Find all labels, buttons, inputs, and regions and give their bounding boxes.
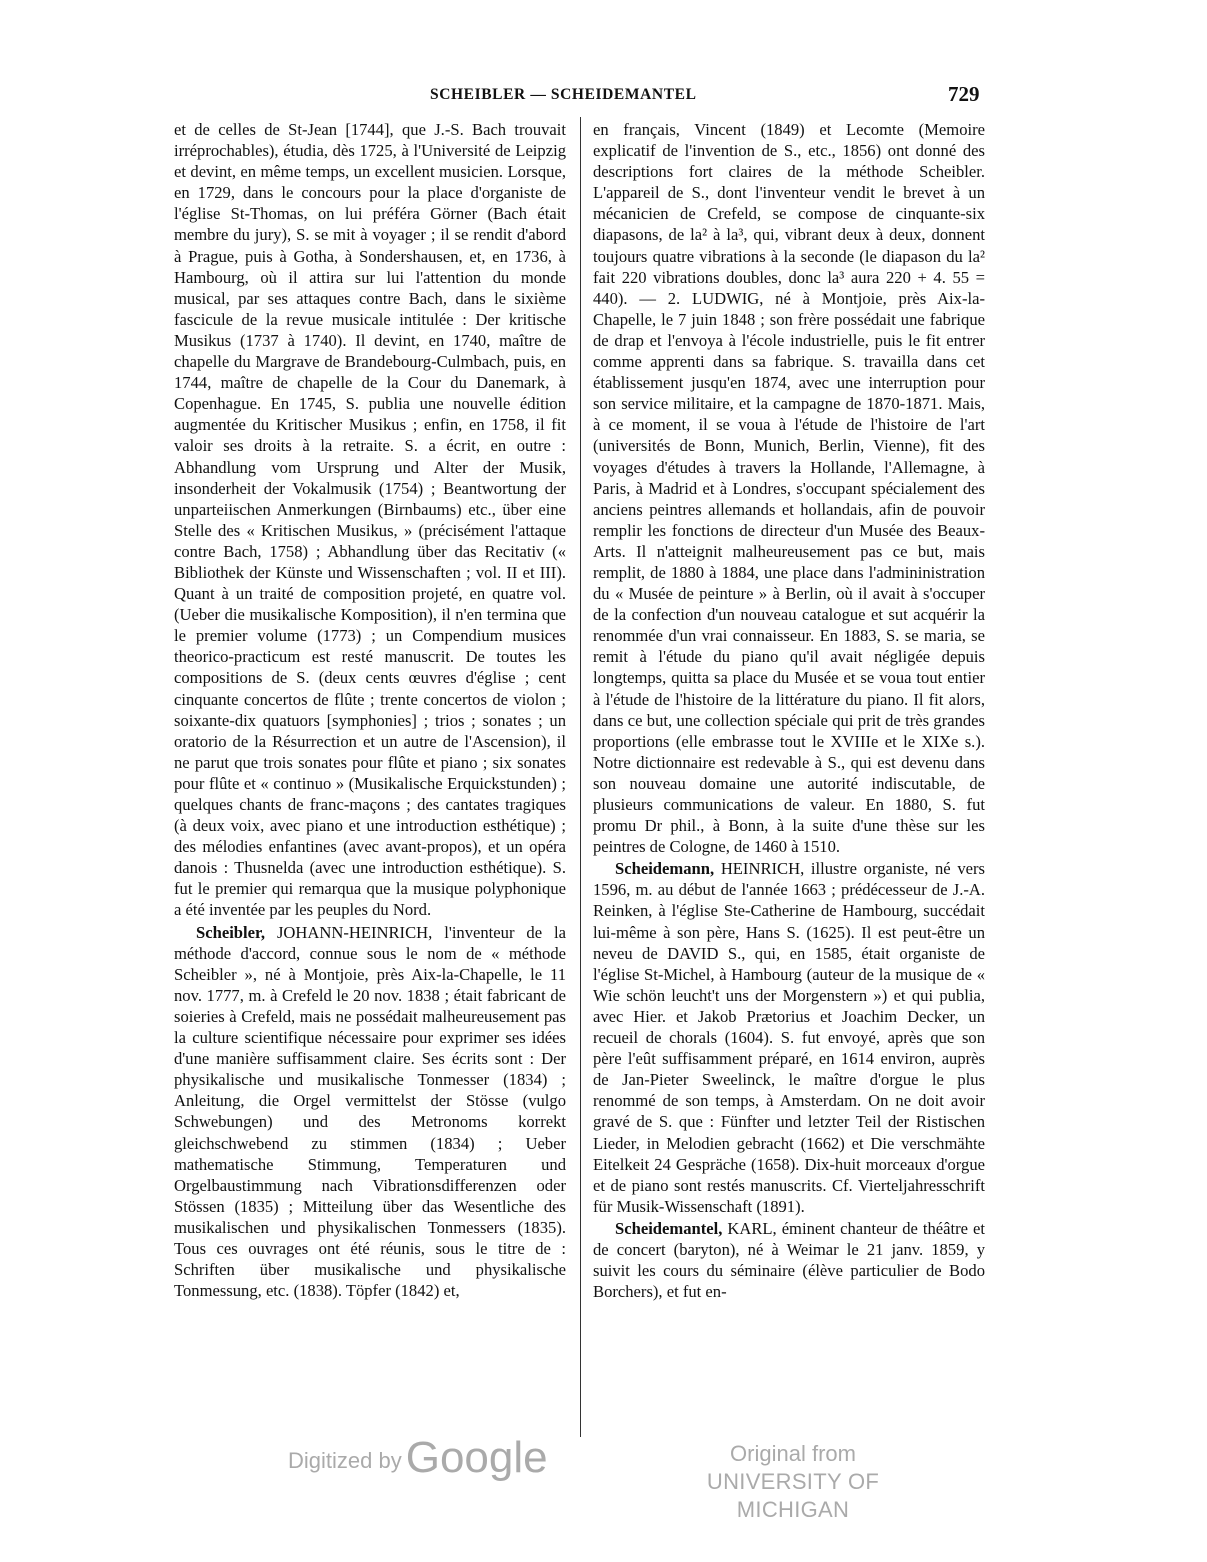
entry-headword: Scheidemann,	[615, 859, 715, 879]
entry-continuation: en français, Vincent (1849) et Lecomte (Memoire explicatif de l'invention de S., etc., 1856) ont donné des descriptions fort claires de la méthode Scheibler. L'appareil de S., dont l'inventeur vendit le brevet à un mécanicien de Crefeld, se compose de cinquante-six diapasons, de la² à la³, qui, vibrant deux à deux, donnent toujours quatre vibrations à la seconde (le diapason du la² fait 220 vibrations doubles, donc la³ aura 220 + 4. 55 = 440). — 2. LUDWIG, né à Montjoie, près Aix-la-Chapelle, le 7 juin 1848 ; son frère possédait une fabrique de drap et l'envoya à l'école industrielle, puis le fit entrer comme apprenti dans sa fabrique. S. travailla dans cet établissement jusqu'en 1874, avec une interruption pour son service militaire, et la campagne de 1870-1871. Mais, à ce moment, il se voua à l'étude de l'histoire de l'art (universités de Bonn, Munich, Berlin, Vienne), fit des voyages d'études à travers la Hollande, l'Allemagne, à Paris, à Madrid et à Londres, s'occupant spécialement des anciens peintres allemands et hollandais, afin de pouvoir remplir les fonctions de directeur d'un Musée des Beaux-Arts. Il n'atteignit malheureusement pas ce but, mais remplit, de 1880 à 1884, une place dans l'admininistration du « Musée de peinture » à Berlin, où il avait à s'occuper de la confection d'un nouveau catalogue et sut acquérir la renommée d'un vrai connaisseur. En 1883, S. se maria, se remit à l'étude du piano qu'il avait négligée depuis longtemps, quitta sa place du Musée et se voua tout entier à l'étude de l'histoire de la littérature du piano. Il fit alors, dans ce but, une collection spéciale qui prit de très grandes proportions (elle embrasse tout le XVIIIe et le XIXe s.). Notre dictionnaire est redevable à S., qui est devenu dans son nouveau domaine une autorité indiscutable, de plusieurs communications de valeur. En 1880, S. fut promu Dr phil., à Bonn, à la suite d'une thèse sur les peintres de Cologne, de 1460 à 1510.	[593, 120, 985, 857]
entry-scheidemann	[593, 858, 985, 1217]
entry-headword: Scheibler,	[196, 922, 265, 942]
right-column	[593, 119, 985, 1302]
institution-label: UNIVERSITY OF MICHIGAN	[706, 1469, 880, 1522]
digitized-by-label: Digitized by	[288, 1448, 402, 1473]
column-divider	[580, 117, 581, 1437]
entry-text: HEINRICH, illustre organiste, né vers 1596, m. au début de l'année 1663 ; prédécesseur de J.-A. Reinken, à l'église Ste-Catherine de Hambourg, succédait lui-même à son père, Hans S. (1625). Il est peut-être un neveu de DAVID S., qui, en 1585, était organiste de l'église St-Michel, à Hambourg (auteur de la musique de « Wie schön leucht't uns der Morgenstern ») et qui publia, avec Hier. et Jakob Prætorius et Joachim Decker, un recueil de chorals (1604). S. fut envoyé, après que son père l'eût suffisamment préparé, en 1614 environ, auprès de Jan-Pieter Sweelinck, le maître d'orgue le plus renommé de son temps, à Amsterdam. On ne doit avoir gravé de S. que : Fünfter und letzter Teil der Ristischen Lieder, in Melodien gebracht (1662) et Die verschmähte Eitelkeit 24 Gespräche (1658). Dix-huit morceaux d'orgue et de piano sont restés manuscrits. Cf. Vierteljahresschrift für Musik-Wissenschaft (1891).	[593, 859, 985, 1216]
source-watermark	[668, 1440, 918, 1524]
entry-scheibler	[174, 922, 566, 1302]
left-column	[174, 119, 566, 1301]
entry-text: KARL, éminent chanteur de théâtre et de concert (baryton), né à Weimar le 21 janv. 1859, y suivit les cours du séminaire (élève particulier de Bodo Borchers), et fut en-	[593, 1218, 985, 1302]
page-number: 729	[948, 82, 980, 106]
google-logo: Google	[405, 1433, 548, 1482]
entry-text: JOHANN-HEINRICH, l'inventeur de la méthode d'accord, connue sous le nom de « méthode Scheibler », né à Montjoie, près Aix-la-Chapelle, le 11 nov. 1777, m. à Crefeld le 20 nov. 1838 ; était fabricant de soieries à Crefeld, mais ne possédait malheureusement pas la culture scientifique nécessaire pour exprimer ses idées d'une manière suffisamment claire. Ses écrits sont : Der physikalische und musikalische Tonmesser (1834) ; Anleitung, die Orgel vermittelst der Stösse (vulgo Schwebungen) und des Metronoms korrekt gleichschwebend zu stimmen (1834) ; Ueber mathematische Stimmung, Temperaturen und Orgelbaustimmung nach Vibrationsdifferenzen oder Stössen (1835) ; Mitteilung über das Wesentliche des musikalischen und physikalischen Tonmessers (1835). Tous ces ouvrages ont été réunis, sous le titre de : Schriften über musikalische und physikalische Tonmessung, etc. (1838). Töpfer (1842) et,	[174, 922, 567, 1301]
entry-continuation: et de celles de St-Jean [1744], que J.-S. Bach trouvait irréprochables), étudia, dès 1725, à l'Université de Leipzig et devint, en même temps, un excellent musicien. Lorsque, en 1729, dans le concours pour la place d'organiste de l'église St-Thomas, on lui préféra Görner (Bach était membre du jury), S. se mit à voyager ; il se rendit d'abord à Prague, puis à Gotha, à Sondershausen, et, en 1736, à Hambourg, où il attira sur lui l'attention du monde musical, par ses attaques contre Bach, dans le sixième fascicule de la revue musicale intitulée : Der kritische Musikus (1737 à 1740). Il devint, en 1740, maître de chapelle du Margrave de Brandebourg-Culmbach, puis, en 1744, maître de chapelle de la Cour du Danemark, à Copenhague. En 1745, S. publia une nouvelle édition augmentée du Kritischer Musikus ; enfin, en 1758, il fit valoir ses droits à la retraite. S. a écrit, en outre : Abhandlung vom Ursprung und Alter der Musik, insonderheit der Vokalmusik (1754) ; Beantwortung der unparteiischen Anmerkungen (Birnbaums) etc., über eine Stelle des « Kritischen Musikus, » (précisément l'attaque contre Bach, 1758) ; Abhandlung über das Recitativ (« Bibliothek der Künste und Wissenschaften ; vol. II et III). Quant à un traité de composition projeté, en quatre vol. (Ueber die musikalische Komposition), il n'en termina que le premier volume (1773) ; un Compendium musices theorico-practicum est resté manuscrit. De toutes les compositions de S. (deux cents œuvres d'église ; cent cinquante concertos de flûte ; trente concertos de violon ; soixante-dix quatuors [symphonies] ; trios ; sonates ; un oratorio de la Résurrection et un autre de l'Ascension), il ne parut que trois sonates pour flûte et piano ; six sonates pour flûte et « continuo » (Musikalische Erquickstunden) ; quelques chants de franc-maçons ; des cantates tragiques (à deux voix, avec piano et une introduction esthétique) ; des mélodies enfantines (avec avant-propos), et un opéra danois : Thusnelda (avec une introduction esthétique). S. fut le premier qui remarqua que la musique polyphonique a été inventée par les peuples du Nord.	[174, 120, 566, 920]
digitized-by-watermark	[288, 1433, 548, 1483]
running-head: SCHEIBLER — SCHEIDEMANTEL	[430, 86, 697, 103]
entry-scheidemantel	[593, 1218, 985, 1302]
entry-headword: Scheidemantel,	[615, 1218, 723, 1238]
original-from-label: Original from	[730, 1441, 856, 1466]
